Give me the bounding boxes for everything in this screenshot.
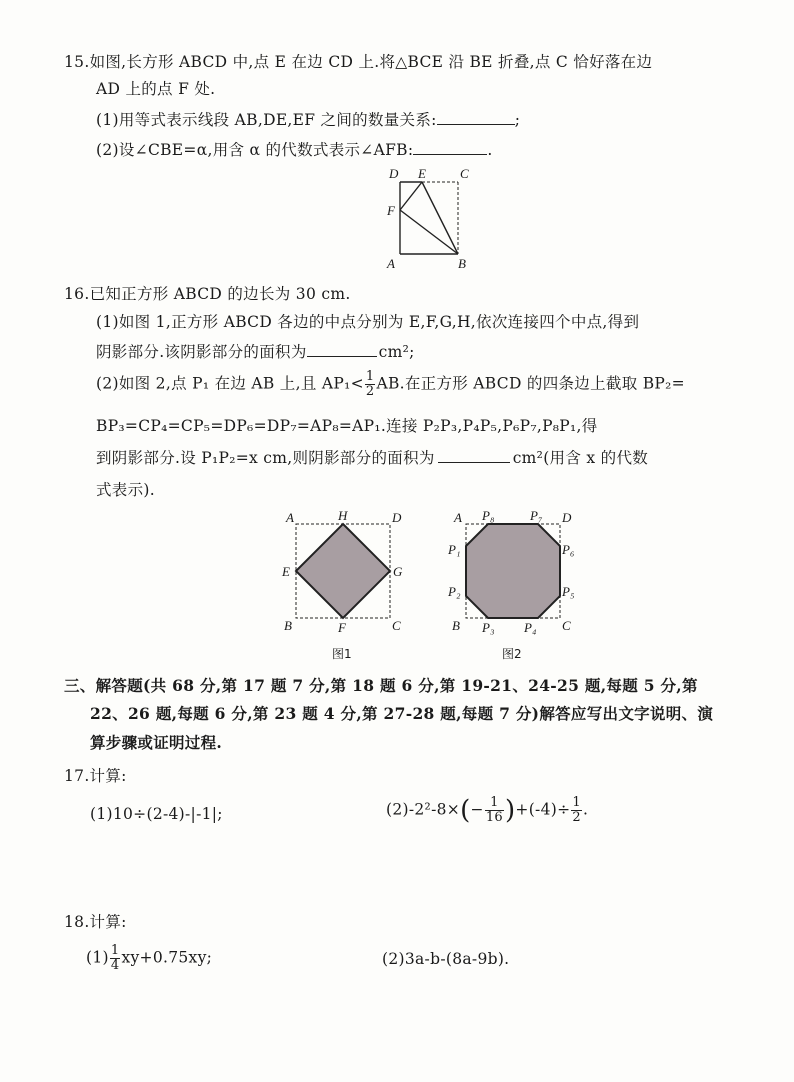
label-b: B bbox=[458, 256, 466, 271]
fig2-label-p5: P₅ bbox=[562, 584, 575, 599]
label-c: C bbox=[460, 166, 469, 181]
q18-title: 18.计算: bbox=[64, 913, 127, 931]
q17-frac-1-2: $\frac{1}{2}$ bbox=[572, 795, 581, 825]
q17-frac-1-16: $\frac{1}{16}$ bbox=[485, 795, 503, 825]
q16-figure2 bbox=[446, 506, 586, 666]
q16-p2-line3: 到阴影部分.设 P₁P₂=x cm,则阴影部分的面积为 cm²(用含 x 的代数 bbox=[96, 449, 649, 467]
fig1-label-c: C bbox=[392, 618, 401, 633]
q15-part2-blank[interactable] bbox=[413, 154, 487, 155]
shaded-octagon bbox=[466, 524, 560, 618]
q16-number: 16. bbox=[64, 285, 90, 303]
q16-p2-blank[interactable] bbox=[438, 462, 510, 463]
q15-number: 15. bbox=[64, 53, 90, 71]
fig2-caption: 图2 bbox=[502, 647, 522, 661]
label-e: E bbox=[418, 166, 426, 181]
q16-stem: 16.已知正方形 ABCD 的边长为 30 cm. bbox=[64, 285, 351, 303]
fig1-label-f: F bbox=[338, 620, 346, 635]
fig2-label-p7: P₇ bbox=[530, 508, 543, 523]
fig2-label-c: C bbox=[562, 618, 571, 633]
q15-part1: (1)用等式表示线段 AB,DE,EF 之间的数量关系: ; bbox=[96, 111, 521, 129]
q15-part1-blank[interactable] bbox=[437, 124, 515, 125]
q15-stem-line2: AD 上的点 F 处. bbox=[96, 80, 216, 98]
q16-p1-blank[interactable] bbox=[307, 356, 377, 357]
q18-part2: (2)3a-b-(8a-9b). bbox=[382, 950, 510, 968]
segment-eb bbox=[422, 182, 458, 254]
q16-p1-line2: 阴影部分.该阴影部分的面积为 cm²; bbox=[96, 343, 415, 361]
fig1-label-h: H bbox=[338, 508, 348, 523]
q17-title: 17.计算: bbox=[64, 767, 127, 785]
label-f: F bbox=[387, 203, 395, 218]
q16-p1-line1: (1)如图 1,正方形 ABCD 各边的中点分别为 E,F,G,H,依次连接四个中点,得到 bbox=[96, 313, 640, 331]
section3-line3: 算步骤或证明过程. bbox=[90, 733, 223, 752]
fig2-label-p4: P₄ bbox=[524, 620, 537, 635]
section3-line2: 22、26 题,每题 6 分,第 23 题 4 分,第 27-28 题,每题 7 分)解答应写出文字说明、演 bbox=[90, 704, 714, 723]
fig2-label-p3: P₃ bbox=[482, 620, 495, 635]
fig2-label-p8: P₈ bbox=[482, 508, 495, 523]
fig1-caption: 图1 bbox=[332, 647, 352, 661]
q16-figure1 bbox=[278, 506, 408, 666]
shaded-square bbox=[296, 524, 390, 618]
fig2-label-d: D bbox=[562, 510, 572, 525]
fig1-label-e: E bbox=[282, 564, 290, 579]
q16-p2-line4: 式表示). bbox=[96, 481, 155, 499]
q15-figure bbox=[380, 162, 480, 274]
section3-line1: 三、解答题(共 68 分,第 17 题 7 分,第 18 题 6 分,第 19-21、24-25 题,每题 5 分,第 bbox=[64, 676, 698, 695]
fig2-label-p2: P₂ bbox=[448, 584, 461, 599]
fig2-label-a: A bbox=[454, 510, 462, 525]
q18-frac-1-4: $\frac{1}{4}$ bbox=[110, 943, 120, 973]
q15-part2: (2)设∠CBE=α,用含 α 的代数式表示∠AFB: . bbox=[96, 141, 493, 159]
fig2-label-b: B bbox=[452, 618, 460, 633]
label-a: A bbox=[387, 256, 395, 271]
fig1-label-a: A bbox=[286, 510, 294, 525]
segment-ef bbox=[400, 182, 422, 210]
fig1-label-d: D bbox=[392, 510, 402, 525]
segment-fb bbox=[400, 210, 458, 254]
q17-part2: (2)-2²-8×(− $\frac{1}{16}$ )+(-4)÷ $\frac{1}{2}$ . bbox=[386, 795, 589, 826]
fig2-label-p1: P₁ bbox=[448, 542, 461, 557]
fig2-label-p6: P₆ bbox=[562, 542, 575, 557]
fig1-label-b: B bbox=[284, 618, 292, 633]
q16-frac: $\frac{1}{2}$ bbox=[365, 369, 375, 399]
label-d: D bbox=[389, 166, 399, 181]
q15-stem-line1: 15.如图,长方形 ABCD 中,点 E 在边 CD 上.将△BCE 沿 BE 折叠,点 C 恰好落在边 bbox=[64, 53, 653, 71]
q16-p2-line1: (2)如图 2,点 P₁ 在边 AB 上,且 AP₁< $\frac{1}{2}$ AB.在正方形 ABCD 的四条边上截取 BP₂= bbox=[96, 369, 685, 399]
q18-part1: (1) $\frac{1}{4}$ xy+0.75xy; bbox=[86, 943, 213, 973]
fig1-label-g: G bbox=[393, 564, 403, 579]
q17-part1: (1)10÷(2-4)-|-1|; bbox=[90, 805, 223, 823]
q16-p2-line2: BP₃=CP₄=CP₅=DP₆=DP₇=AP₈=AP₁.连接 P₂P₃,P₄P₅,P₆P₇,P₈P₁,得 bbox=[96, 417, 598, 435]
